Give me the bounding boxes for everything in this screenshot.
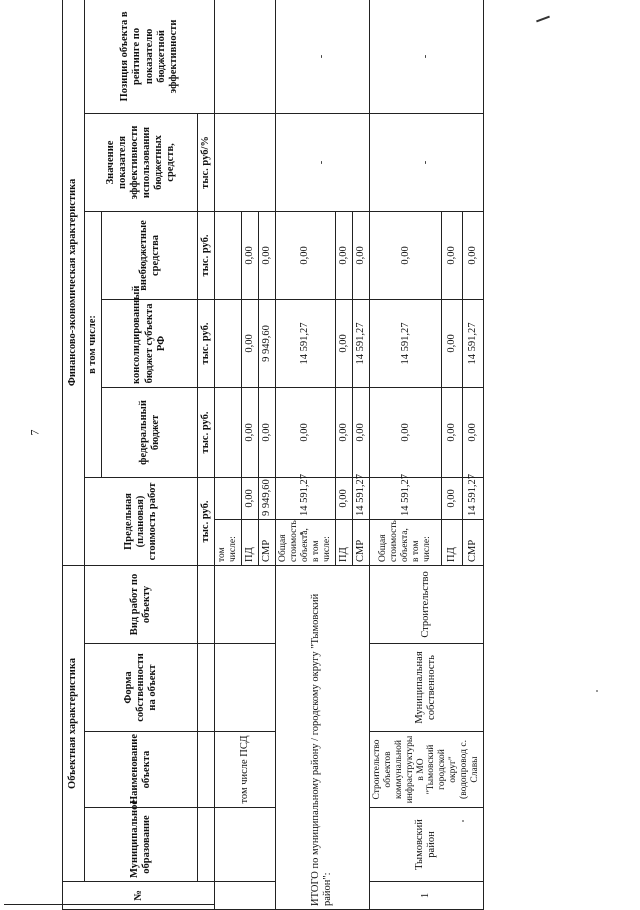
extrabudget-cell: 0,00 [369, 211, 442, 299]
row-label: СМР [352, 519, 369, 565]
efficiency-cell: - [276, 113, 370, 211]
header-work-type: Вид работ по объекту [85, 565, 198, 643]
header-object-group: Объектная характеристика [63, 565, 85, 881]
efficiency-cell: - [369, 113, 483, 211]
header-efficiency-value: Значение показателя эффективности использования бюджетных средств, [85, 113, 198, 211]
cost-cell: 0,00 [335, 477, 352, 519]
federal-cell: 0,00 [241, 387, 258, 477]
row-label: ПД [241, 519, 258, 565]
federal-cell: 0,00 [259, 387, 276, 477]
unit-extrabudget: тыс. руб. [198, 211, 215, 299]
header-ownership: Форма собственности на объект [85, 644, 198, 732]
extrabudget-cell [215, 211, 242, 299]
consolidated-cell [215, 299, 242, 387]
table-cell [215, 0, 276, 113]
cost-cell: 14 591,27 [352, 477, 369, 519]
consolidated-cell: 14 591,27 [276, 299, 336, 387]
federal-cell: 0,00 [352, 387, 369, 477]
header-municipality: Муниципальное образование [85, 808, 198, 882]
header-rating-position: Позиция объекта в рейтинге по показателю бюджетной эффективности [85, 0, 215, 113]
item-work-type: Строительство [369, 565, 483, 643]
page-number: 7 [27, 429, 42, 436]
header-cost-limit: Предельная (плановая) стоимость работ [85, 477, 198, 565]
extrabudget-cell: 0,00 [335, 211, 352, 299]
cost-cell: 9 949,60 [259, 477, 276, 519]
rating-cell: - [276, 0, 370, 113]
row-label: Общая стоимость объекта, в том числе: [276, 519, 336, 565]
header-object-name: Наименование объекта [85, 732, 198, 808]
item-ownership: Муниципальная собственность [369, 644, 483, 732]
header-blank [198, 565, 215, 643]
federal-cell: 0,00 [463, 387, 484, 477]
header-in-that-number: в том числе: [85, 211, 102, 477]
federal-cell: 0,00 [335, 387, 352, 477]
extrabudget-cell: 0,00 [276, 211, 336, 299]
row-label: том числе: [215, 519, 242, 565]
unit-consolidated: тыс. руб. [198, 299, 215, 387]
consolidated-cell: 14 591,27 [463, 299, 484, 387]
unit-cost: тыс. руб. [198, 477, 215, 565]
consolidated-cell: 0,00 [241, 299, 258, 387]
header-num: № [63, 882, 215, 910]
item-object-name: Строительство объектов коммунальной инфраструктуры в МО "Тымовский городской округ" (водопровод с. Славы [369, 732, 483, 808]
row-label: СМР [463, 519, 484, 565]
table-cell [215, 882, 276, 910]
row-label: ПД [442, 519, 463, 565]
header-consolidated: консолидированный бюджет субъекта РФ [102, 299, 198, 387]
rating-cell: - [369, 0, 483, 113]
cost-cell: 14 591,27 [463, 477, 484, 519]
unit-federal: тыс. руб. [198, 387, 215, 477]
consolidated-cell: 0,00 [442, 299, 463, 387]
row-label: СМР [259, 519, 276, 565]
header-blank [198, 808, 215, 882]
federal-cell: 0,00 [369, 387, 442, 477]
table-cell [215, 808, 276, 882]
consolidated-cell: 9 949,60 [259, 299, 276, 387]
consolidated-cell: 14 591,27 [352, 299, 369, 387]
total-label: ИТОГО по муниципальному району / городскому округу "Тымовский район": [276, 565, 370, 909]
table-cell [215, 113, 276, 211]
unit-efficiency: тыс. руб/% [198, 113, 215, 211]
consolidated-cell: 14 591,27 [369, 299, 442, 387]
extrabudget-cell: 0,00 [463, 211, 484, 299]
federal-cell: 0,00 [276, 387, 336, 477]
extrabudget-cell: 0,00 [442, 211, 463, 299]
federal-cell: 0,00 [442, 387, 463, 477]
header-blank [198, 732, 215, 808]
extrabudget-cell: 0,00 [352, 211, 369, 299]
header-extrabudget: внебюджетные средства [102, 211, 198, 299]
header-blank [198, 644, 215, 732]
rotated-table-container [62, 0, 610, 910]
item-municipality: Тымовский район [369, 808, 483, 882]
extrabudget-cell: 0,00 [241, 211, 258, 299]
object-characteristics-table [62, 0, 484, 910]
cost-cell: 0,00 [442, 477, 463, 519]
extrabudget-cell: 0,00 [259, 211, 276, 299]
cost-cell: 0,00 [241, 477, 258, 519]
cost-cell [215, 477, 242, 519]
table-cell [215, 644, 276, 732]
cost-cell: 14 591,27 [369, 477, 442, 519]
row-label: Общая стоимость объекта, в том числе: [369, 519, 442, 565]
row-label: ПД [335, 519, 352, 565]
cost-cell: 14 591,27 [276, 477, 336, 519]
federal-cell [215, 387, 242, 477]
header-federal: федеральный бюджет [102, 387, 198, 477]
consolidated-cell: 0,00 [335, 299, 352, 387]
table-cell [215, 565, 276, 643]
item-number: 1 [369, 882, 483, 910]
header-finance-group: Финансово-экономическая характеристика [63, 0, 85, 565]
fragment-name: том числе ПСД [215, 732, 276, 808]
